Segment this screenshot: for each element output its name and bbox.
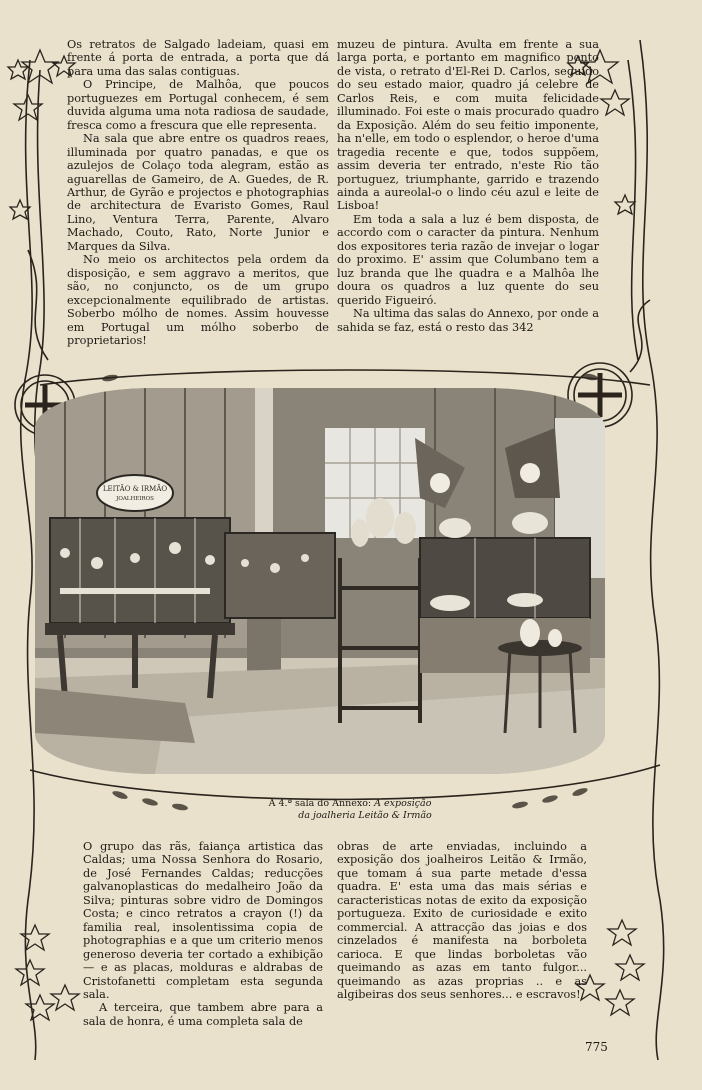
caption-italic-1: A exposição bbox=[374, 798, 432, 809]
text-column-bottom-left bbox=[83, 840, 323, 1028]
paragraph: A terceira, que tambem abre para a sala de honra, é uma completa sala de bbox=[83, 1001, 323, 1028]
sign-line-2: JOALHEIROS bbox=[116, 496, 154, 502]
caption-prefix: A 4.ª sala do Annexo: bbox=[268, 798, 372, 809]
paragraph: No meio os architectos pela ordem da disposição, e sem aggravo a meritos, que são, no conjuncto, os de um grupo excepcionalmente equilibrado de artistas. Soberbo mólho de nomes. Assim houvesse em Portugal um mólho soberbo de proprietarios! bbox=[67, 253, 329, 347]
paragraph: Na ultima das salas do Annexo, por onde a sahida se faz, está o resto das 342 bbox=[337, 307, 599, 334]
photo-caption bbox=[200, 798, 500, 822]
paragraph: muzeu de pintura. Avulta em frente a sua larga porta, e portanto em magnifico ponto de vista, o retrato d'El-Rei D. Carlos, seguido do seu estado maior, quadro já celebre de Carlos Reis, e com muita felicidade illuminado. Foi este o mais procurado quadro da Exposição. Além do seu feitio imponente, ha n'elle, em todo o esplendor, o heroe d'uma tragedia recente e que, todos suppõem, assim deveria ter entrado, n'este Rio tão portuguez, triumphante, garrido e trazendo ainda a aureolal-o o lindo céu azul e leite de Lisboa! bbox=[337, 38, 599, 213]
paragraph: O Principe, de Malhôa, que poucos portuguezes em Portugal conhecem, é sem duvida alguma uma nota radiosa de saudade, fresca como a frescura que elle representa. bbox=[67, 78, 329, 132]
text-column-top-right bbox=[337, 38, 599, 334]
paragraph: Os retratos de Salgado ladeiam, quasi em frente á porta de entrada, a porta que dá para uma das salas contiguas. bbox=[67, 38, 329, 78]
exhibition-photo bbox=[35, 388, 605, 774]
text-column-bottom-right bbox=[337, 840, 587, 1001]
caption-italic-2: da joalheria Leitão & Irmão bbox=[298, 810, 432, 821]
paragraph: Em toda a sala a luz é bem disposta, de accordo com o caracter da pintura. Nenhum dos expositores teria razão de invejar o logar do proximo. E' assim que Columbano tem a luz branda que lhe quadra e a Malhôa lhe doura os quadros a luz quente do seu querido Figueiró. bbox=[337, 212, 599, 307]
exhibition-photo-drawing bbox=[35, 388, 605, 774]
paragraph: Na sala que abre entre os quadros reaes, illuminada por quatro panadas, e que os azulejos de Colaço toda alegram, estão as aguarellas de Gameiro, de A. Guedes, de R. Arthur, de Gyrão e projectos e photographias de architectura de Evaristo Gomes, Raul Lino, Ventura Terra, Parente, Alvaro Machado, Couto, Rato, Norte Junior e Marques da Silva. bbox=[67, 132, 329, 253]
paragraph: obras de arte enviadas, incluindo a exposição dos joalheiros Leitão & Irmão, que tomam á sua parte metade d'essa quadra. E' esta uma das mais sérias e caracteristicas notas de exito da exposição portugueza. Exito de curiosidade e exito commercial. A attracção das joias e dos cinzelados é manifesta na borboleta carioca. E que lindas borboletas vão queimando as azas em tanto fulgor... queimando as azas proprias .. e as algibeiras dos seus senhores... e escravos! bbox=[337, 840, 587, 1001]
text-column-top-left bbox=[67, 38, 329, 347]
sign-line-1: LEITÃO & IRMÃO bbox=[102, 485, 168, 493]
page-number: 775 bbox=[585, 1040, 608, 1054]
paragraph: O grupo das rãs, faiança artistica das Caldas; uma Nossa Senhora do Rosario, de José Fernandes Caldas; reducções galvanoplasticas do medalheiro João da Silva; pinturas sobre vidro de Domingos Costa; e cinco retratos a crayon (!) da familia real, insolentissima copia de photographias e a que um criterio menos generoso deveria ter cortado a exhibição — e as placas, molduras e aldrabas de Cristofanetti completam esta segunda sala. bbox=[83, 840, 323, 1001]
